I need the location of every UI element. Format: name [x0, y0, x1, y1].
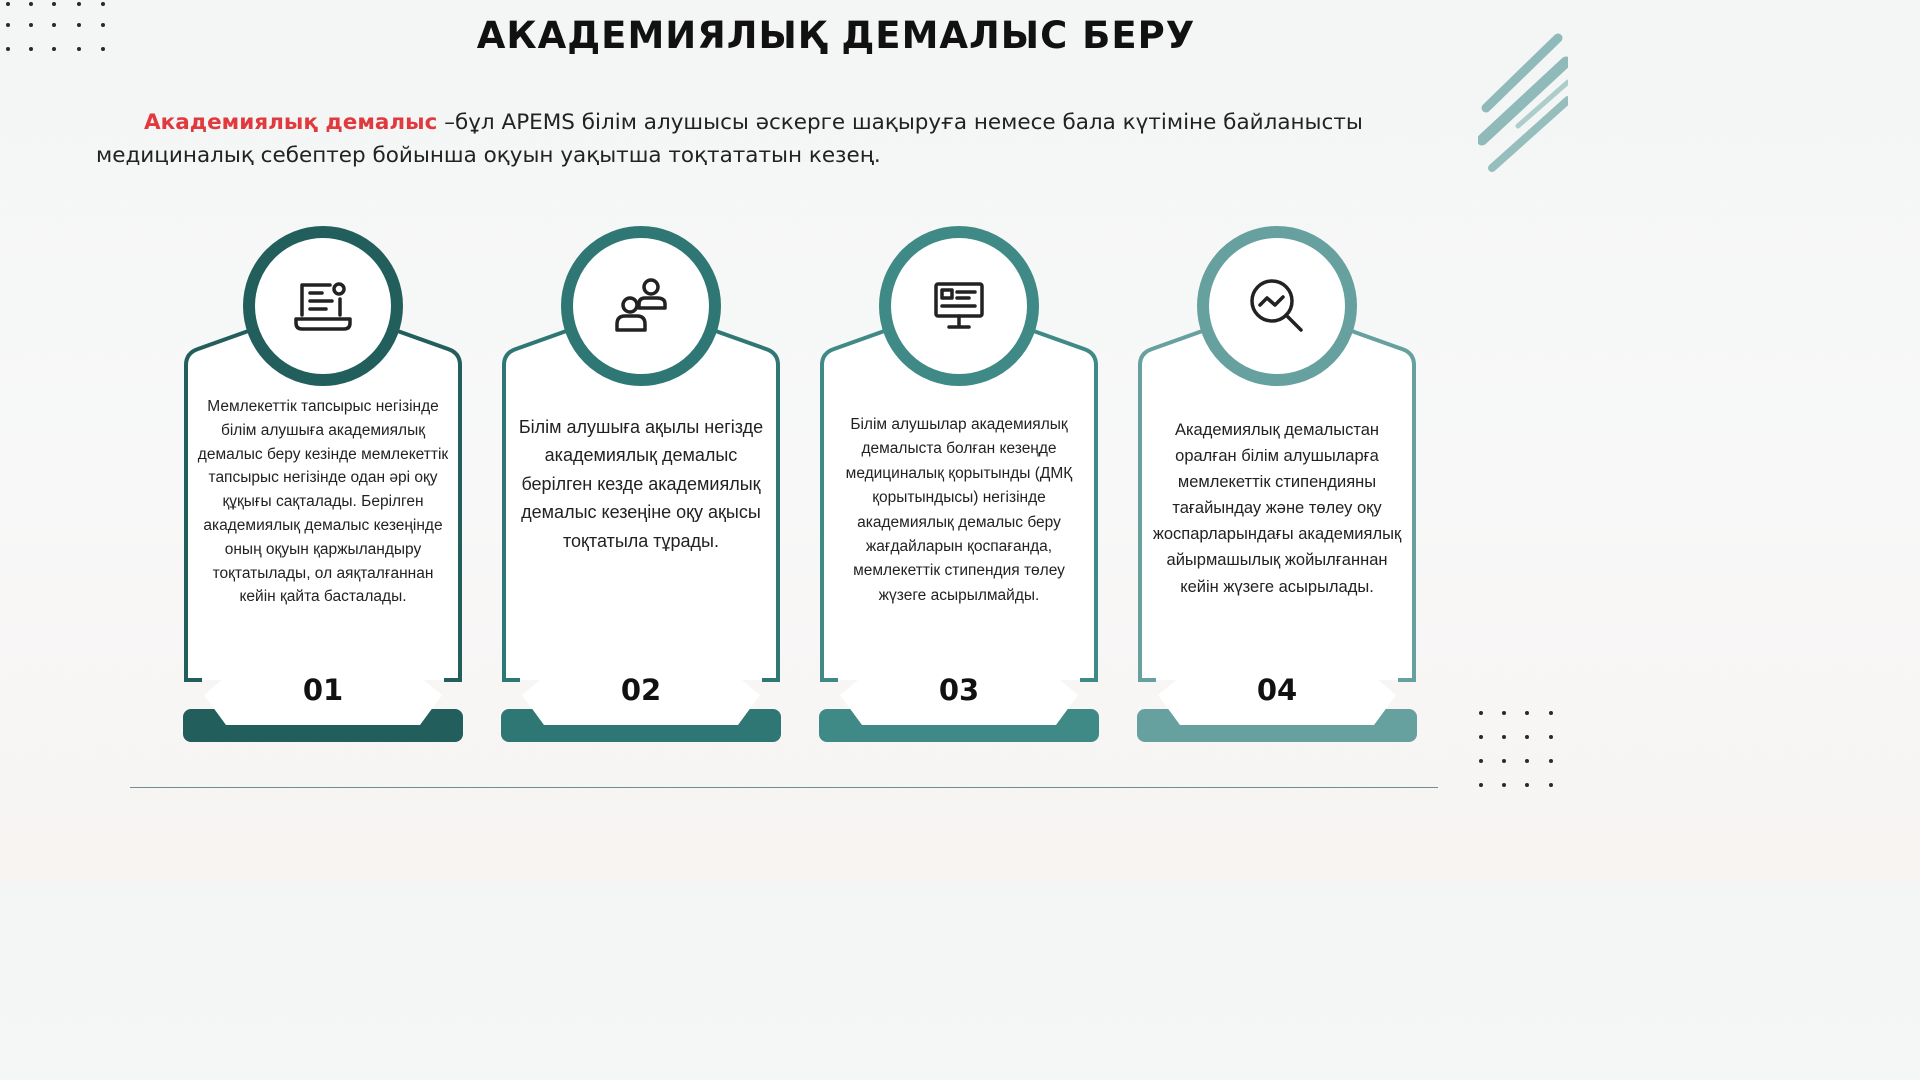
card-number: 02	[620, 673, 662, 707]
step-card-03	[818, 225, 1100, 745]
card-text: Білім алушылар академиялық демалыста болған кезеңде медициналық қорытынды (ДМҚ қорытындысы) негізінде академиялық демалыс беру жағдайларын қоспағанда, мемлекеттік стипендия төлеу жүзеге асырылмайды.	[845, 416, 1073, 604]
card-number: 03	[938, 673, 980, 707]
step-card-02	[500, 225, 782, 745]
card-text: Академиялық демалыстан оралған білім алушыларға мемлекеттік стипендияны тағайындау және төлеу оқу жоспарларындағы академиялық айырмашылық жойылғаннан кейін жүзеге асырылады.	[1152, 421, 1402, 596]
magnifier-chart-icon	[1214, 243, 1340, 369]
bottom-divider	[130, 787, 1438, 788]
laptop-document-icon	[260, 243, 386, 369]
intro-paragraph	[96, 106, 1486, 172]
users-icon	[578, 243, 704, 369]
page-title: АКАДЕМИЯЛЫҚ ДЕМАЛЫС БЕРУ	[476, 14, 1196, 57]
card-number: 01	[302, 673, 344, 707]
card-text: Мемлекеттік тапсырыс негізінде білім алушыға академиялық демалыс беру кезінде мемлекеттік тапсырыс негізінде одан әрі оқу құқығы сақталады. Берілген академиялық демалыс кезеңінде оның оқуын қаржыландыру тоқтатылады, ол аяқталғаннан кейін қайта басталады.	[197, 398, 449, 606]
card-text: Білім алушыға ақылы негізде академиялық демалыс берілген кезде академиялық демалыс кезеңіне оқу ақысы тоқтатыла тұрады.	[518, 417, 764, 551]
step-card-04	[1136, 225, 1418, 745]
card-number: 04	[1256, 673, 1298, 707]
intro-text: –бұл APEMS білім алушысы әскерге шақыруға немесе бала күтіміне байланысты медициналық себептер бойынша оқуын уақытша тоқтататын кезең.	[96, 110, 1363, 168]
intro-highlight: Академиялық демалыс	[144, 110, 438, 135]
step-card-01	[182, 225, 464, 745]
monitor-icon	[896, 243, 1022, 369]
